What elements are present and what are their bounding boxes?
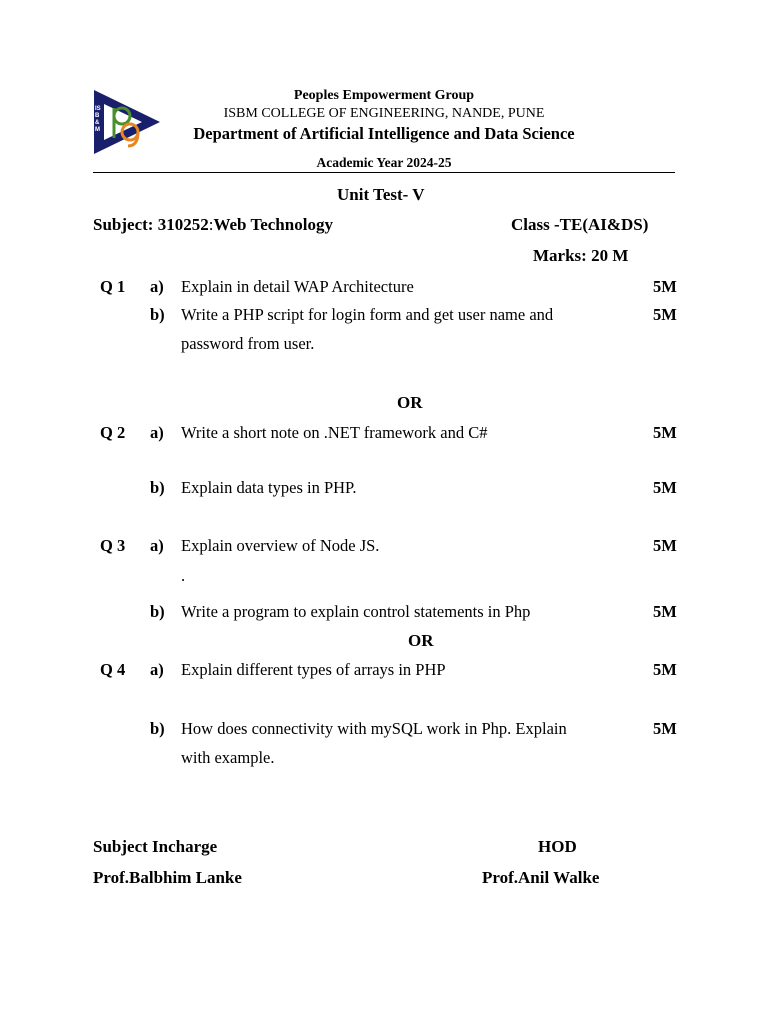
q3a-marks: 5M bbox=[653, 536, 677, 555]
college-name: ISBM COLLEGE OF ENGINEERING, NANDE, PUNE bbox=[223, 106, 545, 121]
q3b-label: b) bbox=[150, 602, 165, 621]
q2b-text: Explain data types in PHP. bbox=[181, 478, 357, 497]
q1b-marks: 5M bbox=[653, 305, 677, 324]
q4b-marks: 5M bbox=[653, 719, 677, 738]
hod-name: Prof.Anil Walke bbox=[482, 868, 600, 887]
subject-line bbox=[93, 215, 333, 235]
q1a-text: Explain in detail WAP Architecture bbox=[181, 277, 414, 296]
subject-separator: : bbox=[208, 215, 214, 234]
q3-number: Q 3 bbox=[100, 536, 126, 555]
q4-number: Q 4 bbox=[100, 660, 126, 679]
hod-title: HOD bbox=[538, 837, 577, 856]
q2a-label: a) bbox=[150, 423, 164, 442]
q4b-text-line2: with example. bbox=[181, 748, 275, 767]
class-info: Class -TE(AI&DS) bbox=[511, 215, 649, 234]
header-divider bbox=[93, 172, 675, 173]
q2a-marks: 5M bbox=[653, 423, 677, 442]
q4b-label: b) bbox=[150, 719, 165, 738]
q4b-text-line1: How does connectivity with mySQL work in Php. Explain bbox=[181, 719, 567, 738]
q3a-text: Explain overview of Node JS. bbox=[181, 536, 380, 555]
q1a-marks: 5M bbox=[653, 277, 677, 296]
group-name: Peoples Empowerment Group bbox=[293, 88, 475, 103]
q3b-text: Write a program to explain control statements in Php bbox=[181, 602, 531, 621]
q1b-text-line2: password from user. bbox=[181, 334, 315, 353]
or-divider-2: OR bbox=[408, 631, 434, 650]
q4a-text: Explain different types of arrays in PHP bbox=[181, 660, 446, 679]
academic-year: Academic Year 2024-25 bbox=[316, 155, 452, 170]
subject-name: Web Technology bbox=[213, 215, 333, 234]
q4a-marks: 5M bbox=[653, 660, 677, 679]
q2a-text: Write a short note on .NET framework and C# bbox=[181, 423, 488, 442]
logo-text: ISB&M bbox=[95, 106, 101, 133]
q1b-label: b) bbox=[150, 305, 165, 324]
q2-number: Q 2 bbox=[100, 423, 126, 442]
q4a-label: a) bbox=[150, 660, 164, 679]
or-divider-1: OR bbox=[397, 393, 423, 412]
q2b-label: b) bbox=[150, 478, 165, 497]
subject-code: Subject: 310252 bbox=[93, 215, 209, 234]
incharge-name: Prof.Balbhim Lanke bbox=[93, 868, 242, 887]
q1a-label: a) bbox=[150, 277, 164, 296]
incharge-title: Subject Incharge bbox=[93, 837, 218, 856]
exam-title: Unit Test- V bbox=[337, 185, 425, 204]
q3b-marks: 5M bbox=[653, 602, 677, 621]
q2b-marks: 5M bbox=[653, 478, 677, 497]
q1b-text-line1: Write a PHP script for login form and get user name and bbox=[181, 305, 554, 324]
stray-dot: . bbox=[181, 566, 186, 585]
department-name: Department of Artificial Intelligence and Data Science bbox=[193, 124, 575, 143]
q1-number: Q 1 bbox=[100, 277, 126, 296]
total-marks: Marks: 20 M bbox=[533, 246, 629, 265]
q3a-label: a) bbox=[150, 536, 164, 555]
